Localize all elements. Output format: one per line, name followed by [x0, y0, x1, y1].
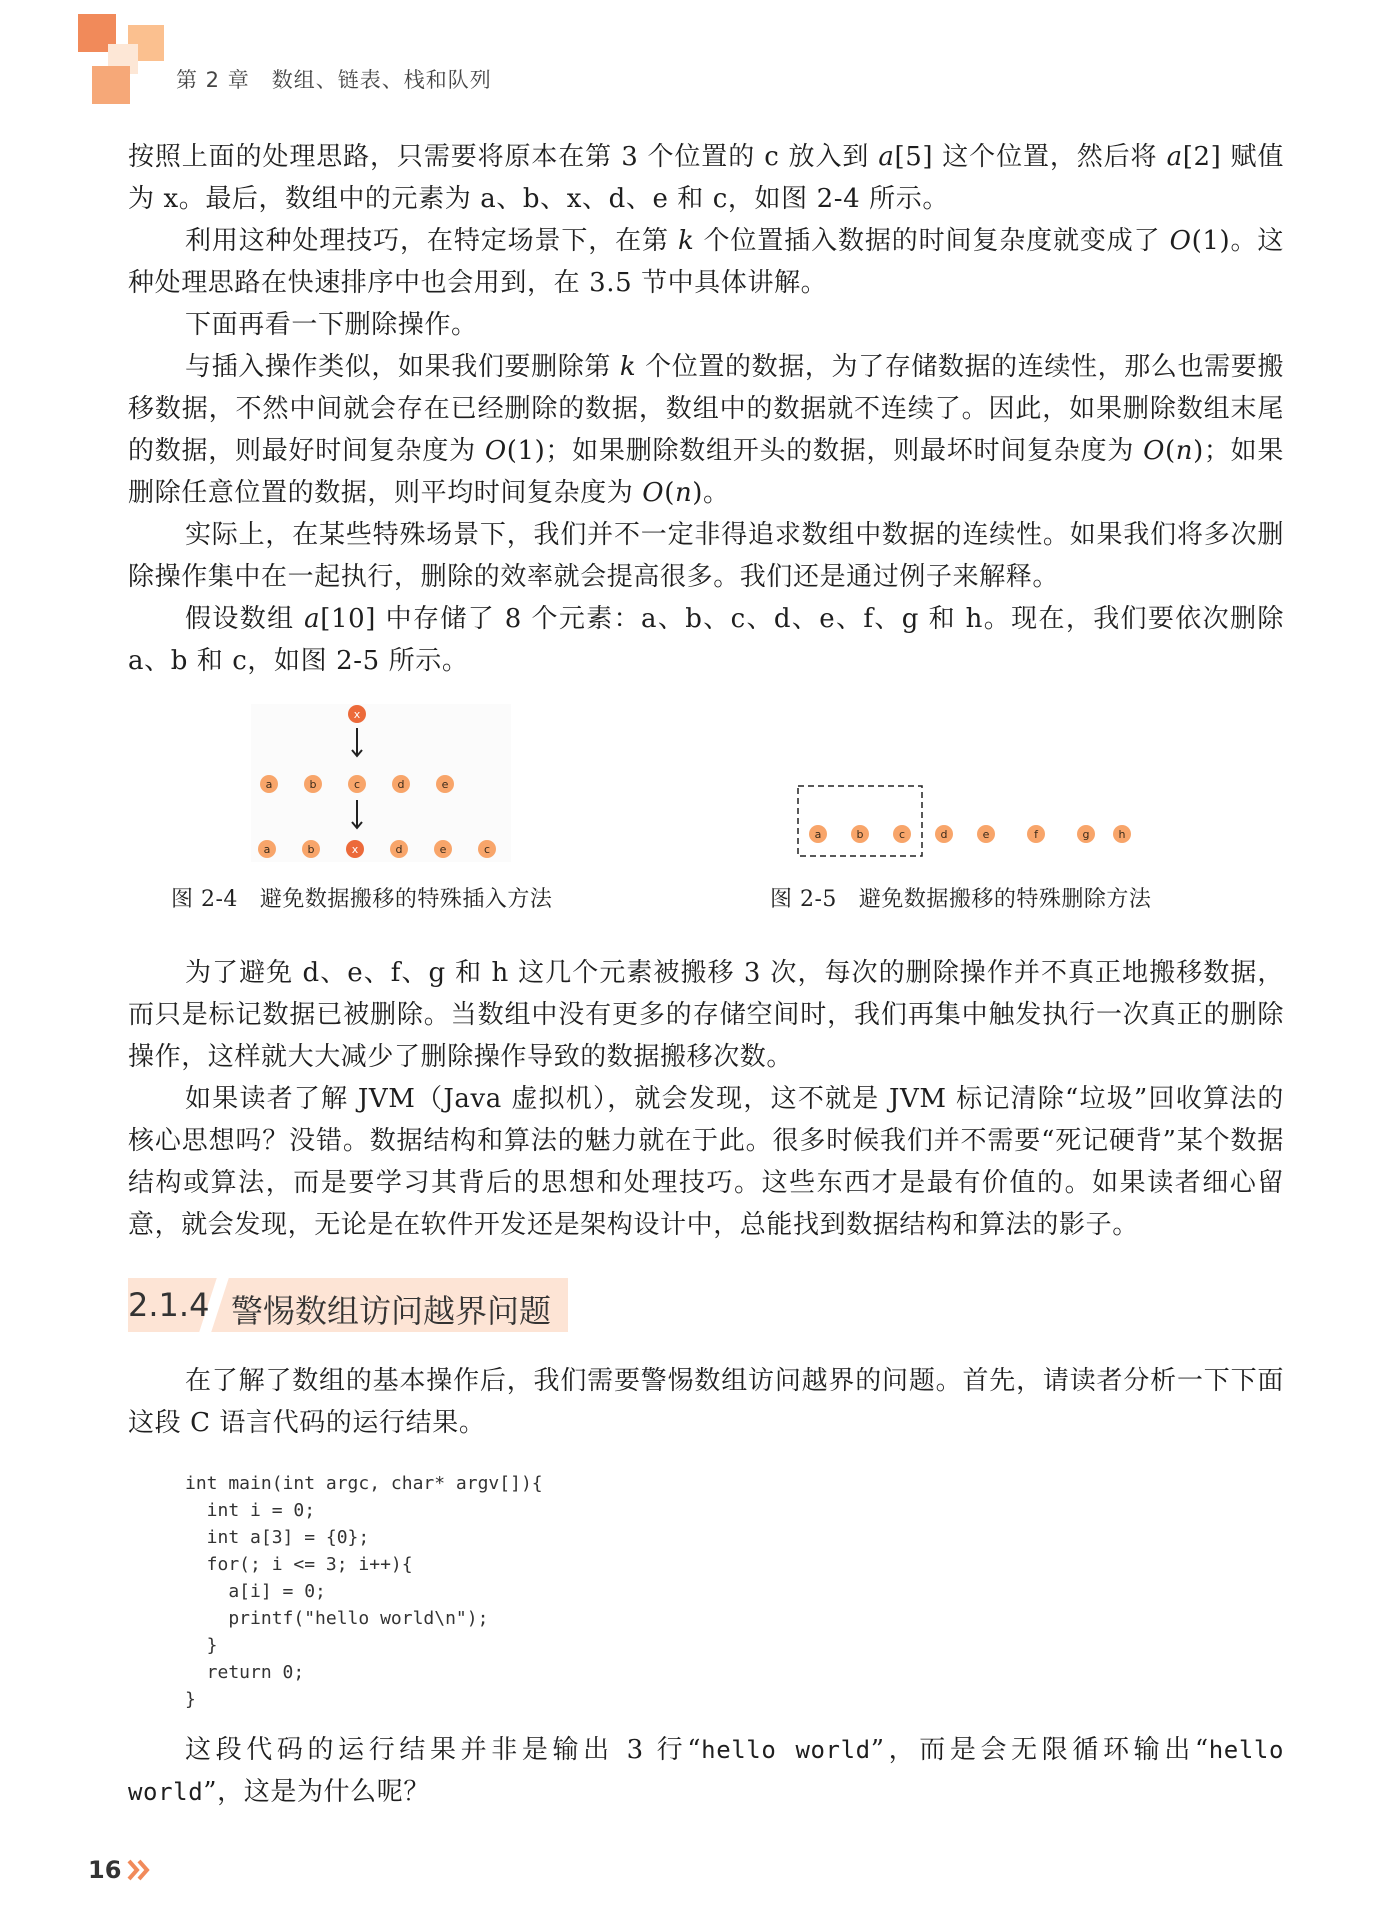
chapter-title: 数组、链表、栈和队列 — [271, 68, 492, 92]
paragraph-3: 下面再看一下删除操作。 — [185, 310, 478, 340]
array-element-circle — [809, 825, 827, 843]
code-line: int main(int argc, char* argv[]){ — [185, 1473, 543, 1494]
code-line: return 0; — [185, 1662, 305, 1683]
intro-paragraph: 在了解了数组的基本操作后，我们需要警惕数组访问越界的问题。首先，请读者分析一下下面这段 C 语言代码的运行结果。 — [128, 1366, 1284, 1438]
array-element-circle — [392, 775, 410, 793]
code-line: } — [185, 1689, 196, 1710]
middle-paragraphs — [128, 952, 1284, 1246]
figure-2-4-title: 避免数据搬移的特殊插入方法 — [259, 887, 553, 912]
svg-text:c: c — [353, 778, 361, 791]
code-line: } — [185, 1635, 218, 1656]
page-arrow-icon — [126, 1858, 152, 1882]
inserted-element-circle — [348, 705, 366, 723]
section-number: 2.1.4 — [128, 1286, 210, 1324]
array-element-circle — [260, 775, 278, 793]
figure-2-5 — [796, 782, 1136, 862]
result-element-circle — [302, 840, 320, 858]
svg-text:a: a — [814, 828, 822, 841]
page-number: 16 — [88, 1856, 122, 1884]
array-element-circle — [1027, 825, 1045, 843]
svg-text:d: d — [940, 828, 948, 841]
array-element-circle — [893, 825, 911, 843]
svg-text:h: h — [1118, 828, 1126, 841]
result-element-circle — [258, 840, 276, 858]
figure-2-5-number: 图 2-5 — [770, 887, 837, 912]
svg-text:e: e — [441, 778, 449, 791]
svg-text:e: e — [439, 843, 447, 856]
code-line: int i = 0; — [185, 1500, 316, 1521]
code-line: a[i] = 0; — [185, 1581, 326, 1602]
figure-2-5-title: 避免数据搬移的特殊删除方法 — [858, 887, 1152, 912]
array-element-circle — [348, 775, 366, 793]
chapter-number: 第 2 章 — [176, 68, 250, 92]
paragraph-1: 按照上面的处理思路，只需要将原本在第 3 个位置的 c 放入到 a[5] 这个位置，然后将 a[2] 赋值为 x。最后，数组中的元素为 a、b、x、d、e 和 c，如图 2-4 所示。 — [128, 142, 1284, 214]
svg-text:b: b — [856, 828, 864, 841]
deleted-region-box — [798, 786, 922, 856]
svg-text:b: b — [307, 843, 315, 856]
header-decoration — [78, 14, 170, 106]
figure-2-4-number: 图 2-4 — [171, 887, 238, 912]
svg-text:x: x — [353, 708, 361, 721]
array-element-circle — [977, 825, 995, 843]
array-element-circle — [1113, 825, 1131, 843]
array-element-circle — [436, 775, 454, 793]
svg-text:c: c — [898, 828, 906, 841]
paragraph-mid-2: 如果读者了解 JVM（Java 虚拟机），就会发现，这不就是 JVM 标记清除“垃圾”回收算法的核心思想吗？没错。数据结构和算法的魅力就在于此。很多时候我们并不需要“死记硬背”某个数据结构或算法，而是要学习其背后的思想和处理技巧。这些东西才是最有价值的。如果读者细心留意，就会发现，无论是在软件开发还是架构设计中，总能找到数据结构和算法的影子。 — [128, 1084, 1284, 1240]
top-paragraphs — [128, 136, 1284, 682]
svg-text:g: g — [1082, 828, 1090, 841]
section-heading — [128, 1278, 568, 1332]
code-line: printf("hello world\n"); — [185, 1608, 489, 1629]
array-element-circle — [935, 825, 953, 843]
figure-2-4 — [251, 704, 511, 862]
svg-text:a: a — [263, 843, 271, 856]
paragraph-mid-1: 为了避免 d、e、f、g 和 h 这几个元素被搬移 3 次，每次的删除操作并不真正地搬移数据，而只是标记数据已被删除。当数组中没有更多的存储空间时，我们再集中触发执行一次真正的删除操作，这样就大大减少了删除操作导致的数据搬移次数。 — [128, 958, 1284, 1072]
svg-text:c: c — [483, 843, 491, 856]
array-element-circle — [1077, 825, 1095, 843]
svg-text:d: d — [397, 778, 405, 791]
section-title: 警惕数组访问越界问题 — [231, 1292, 552, 1330]
paragraph-5: 实际上，在某些特殊场景下，我们并不一定非得追求数组中数据的连续性。如果我们将多次删除操作集中在一起执行，删除的效率就会提高很多。我们还是通过例子来解释。 — [128, 520, 1284, 592]
figures-row — [128, 682, 1284, 952]
svg-text:e: e — [982, 828, 990, 841]
paragraph-6: 假设数组 a[10] 中存储了 8 个元素：a、b、c、d、e、f、g 和 h。现在，我们要依次删除 a、b 和 c，如图 2-5 所示。 — [128, 604, 1285, 676]
result-element-circle — [346, 840, 364, 858]
deco-square-mid — [92, 66, 130, 104]
closing-paragraph: 这段代码的运行结果并非是输出 3 行“hello world”，而是会无限循环输出“hello world”，这是为什么呢？ — [128, 1735, 1284, 1807]
code-block — [185, 1470, 1284, 1713]
code-line: for(; i <= 3; i++){ — [185, 1554, 413, 1575]
result-element-circle — [478, 840, 496, 858]
array-element-circle — [304, 775, 322, 793]
page-content — [128, 136, 1284, 1813]
paragraph-2: 利用这种处理技巧，在特定场景下，在第 k 个位置插入数据的时间复杂度就变成了 O(1)。这种处理思路在快速排序中也会用到，在 3.5 节中具体讲解。 — [128, 226, 1284, 298]
svg-text:f: f — [1034, 828, 1038, 841]
svg-text:b: b — [309, 778, 317, 791]
svg-text:d: d — [395, 843, 403, 856]
code-line: int a[3] = {0}; — [185, 1527, 370, 1548]
svg-text:a: a — [265, 778, 273, 791]
result-element-circle — [390, 840, 408, 858]
running-header — [176, 64, 492, 94]
paragraph-4: 与插入操作类似，如果我们要删除第 k 个位置的数据，为了存储数据的连续性，那么也需要搬移数据，不然中间就会存在已经删除的数据，数组中的数据就不连续了。因此，如果删除数组末尾的数据，则最好时间复杂度为 O(1)；如果删除数组开头的数据，则最坏时间复杂度为 O(n)；如果删除任意位置的数据，则平均时间复杂度为 O(n)。 — [128, 352, 1284, 508]
svg-text:x: x — [351, 843, 359, 856]
result-element-circle — [434, 840, 452, 858]
figure-2-5-caption — [770, 882, 1151, 913]
array-element-circle — [851, 825, 869, 843]
figure-2-4-caption — [171, 882, 552, 913]
